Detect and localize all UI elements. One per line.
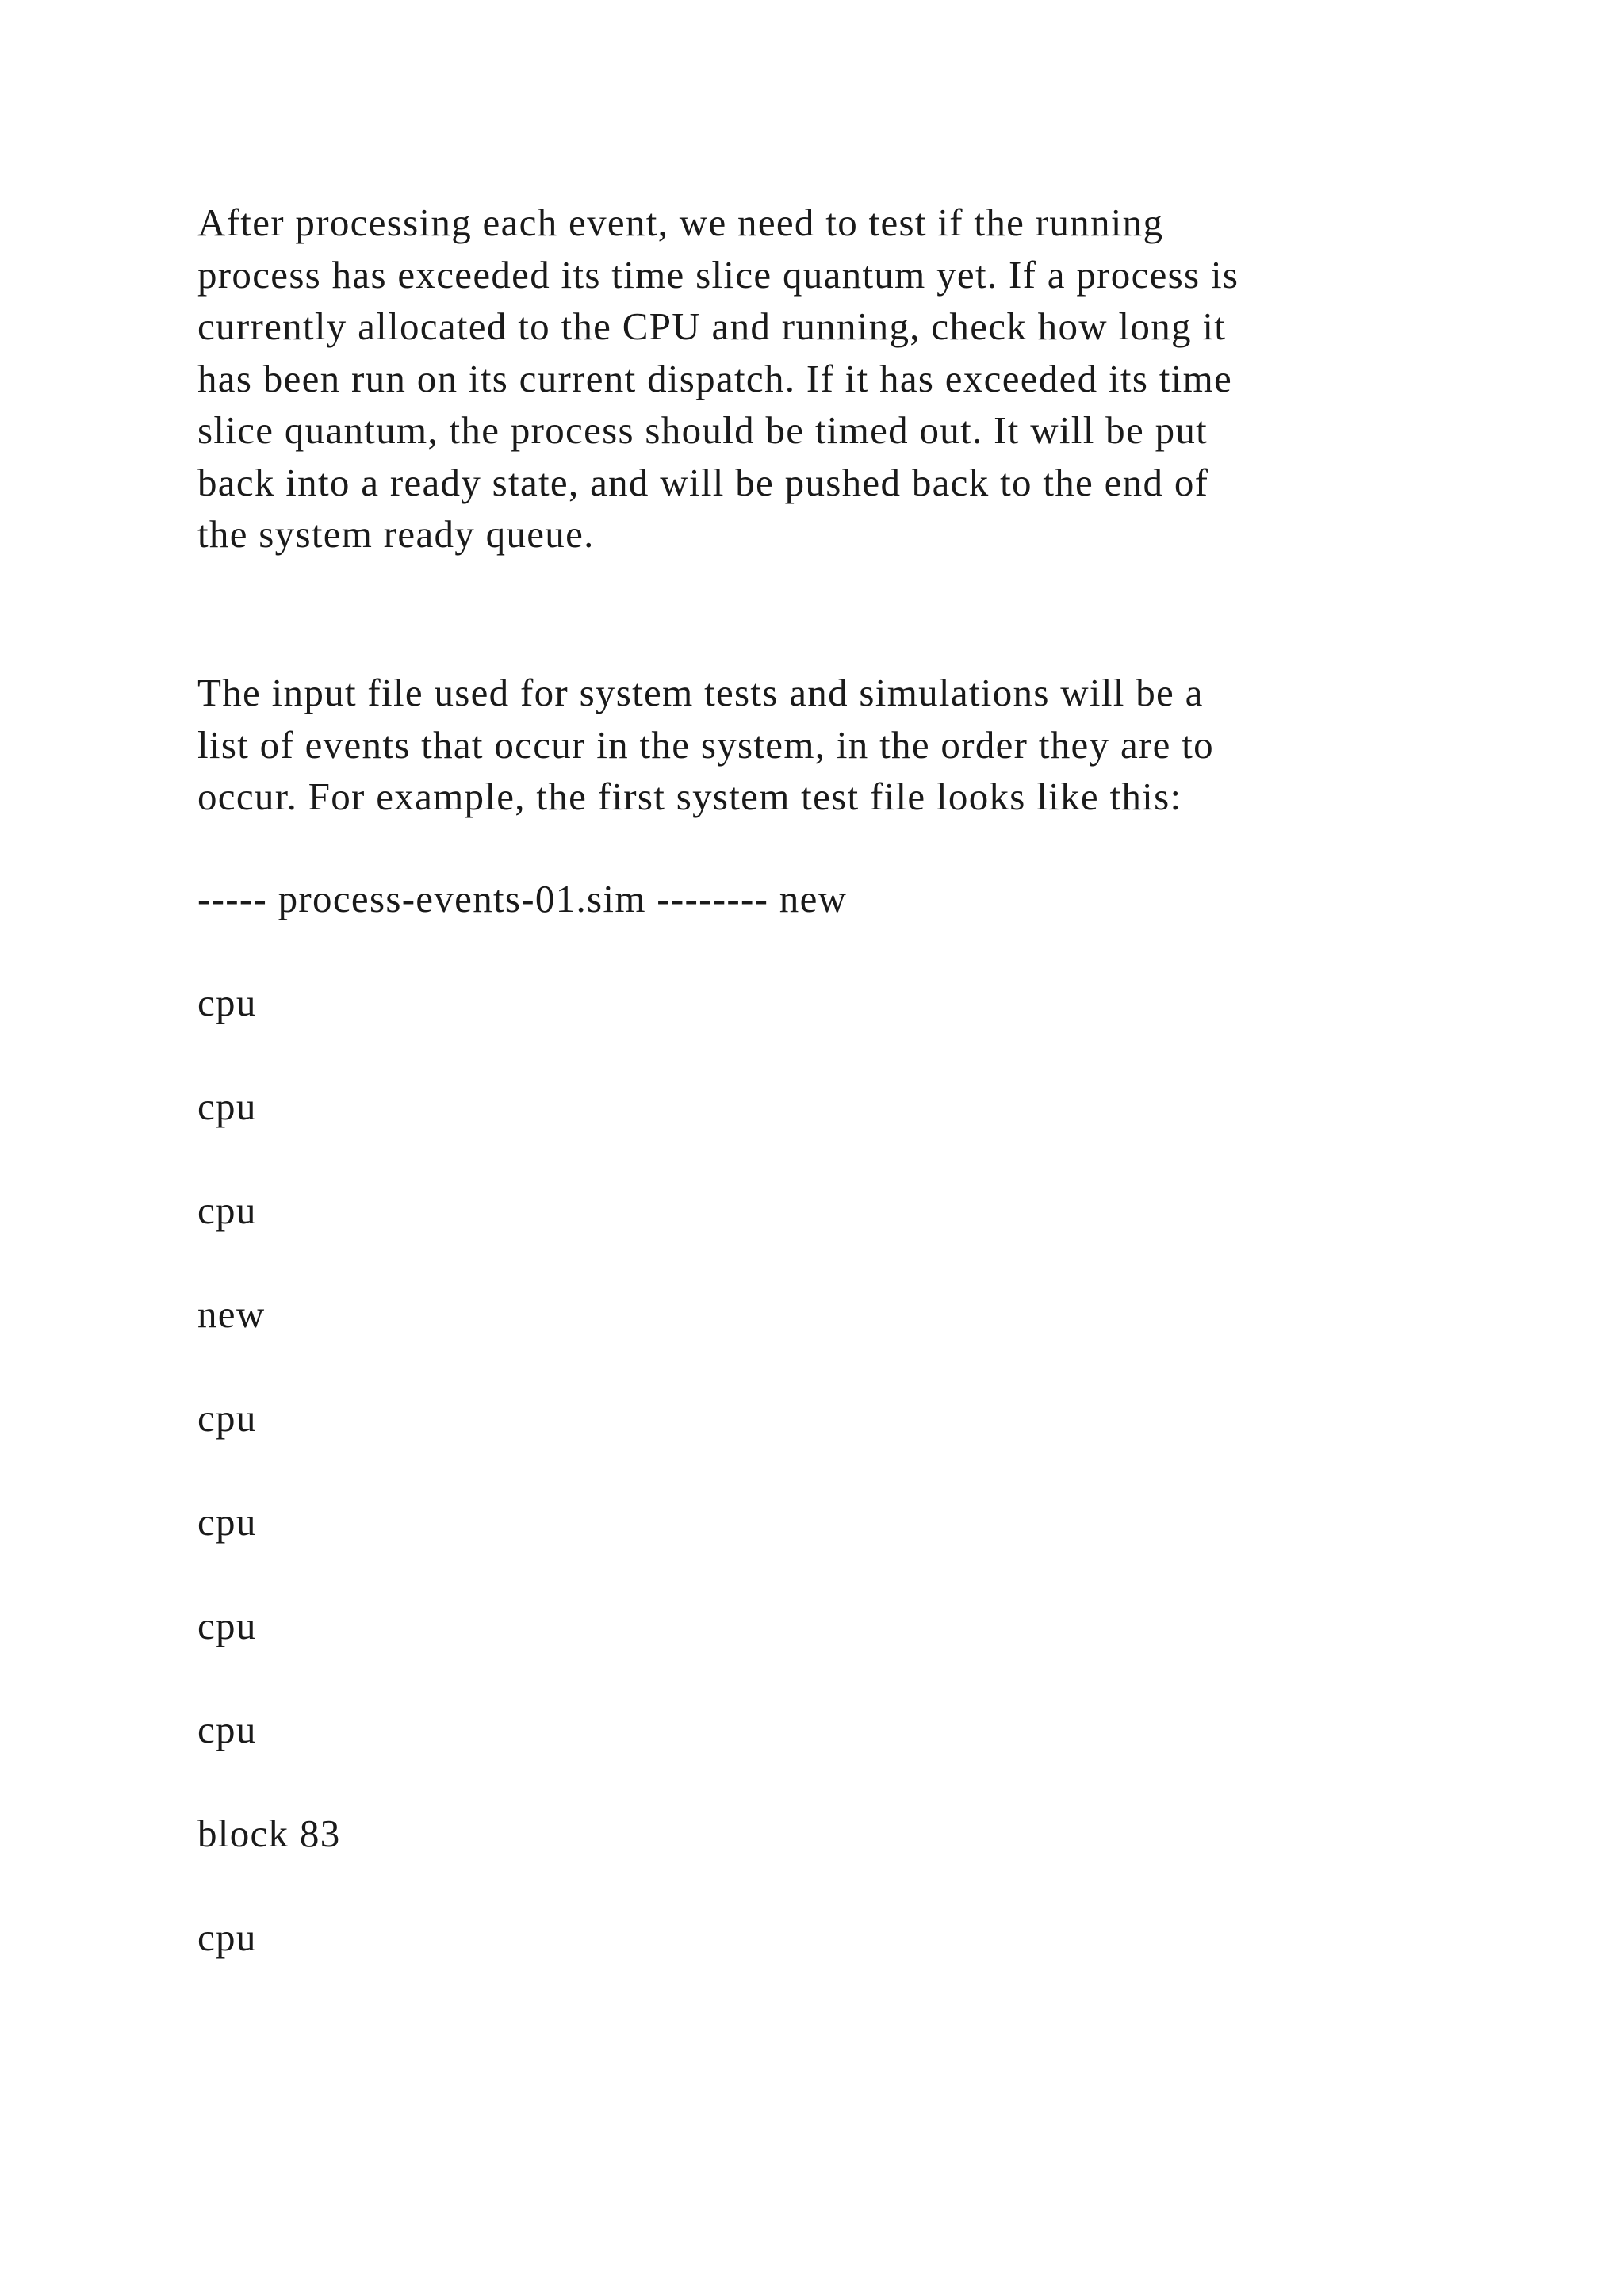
- event-line: new: [197, 1292, 266, 1336]
- text-line: The input file used for system tests and simulations will be a: [197, 671, 1204, 714]
- text-line: slice quantum, the process should be timed out. It will be put: [197, 408, 1208, 452]
- event-line: cpu: [197, 1708, 257, 1751]
- text-line: After processing each event, we need to test if the running: [197, 201, 1164, 244]
- event-line: cpu: [197, 1604, 257, 1647]
- file-header-line: ----- process-events-01.sim -------- new: [197, 877, 848, 920]
- paragraph-input-file: [197, 667, 1466, 823]
- text-line: has been run on its current dispatch. If it has exceeded its time: [197, 356, 1233, 400]
- text-line: currently allocated to the CPU and running, check how long it: [197, 304, 1227, 348]
- event-line: cpu: [197, 1396, 257, 1440]
- text-line: the system ready queue.: [197, 512, 595, 556]
- text-line: occur. For example, the first system test file looks like this:: [197, 775, 1182, 818]
- event-line: block 83: [197, 1812, 341, 1855]
- text-line: process has exceeded its time slice quantum yet. If a process is: [197, 252, 1239, 297]
- paragraph-time-slice: [197, 197, 1466, 561]
- text-line: back into a ready state, and will be pushed back to the end of: [197, 460, 1209, 504]
- event-line: cpu: [197, 1085, 257, 1128]
- event-line: cpu: [197, 1188, 257, 1232]
- event-line: cpu: [197, 981, 257, 1024]
- event-line: cpu: [197, 1500, 257, 1544]
- text-line: list of events that occur in the system, in the order they are to: [197, 722, 1214, 767]
- event-line: cpu: [197, 1915, 257, 1959]
